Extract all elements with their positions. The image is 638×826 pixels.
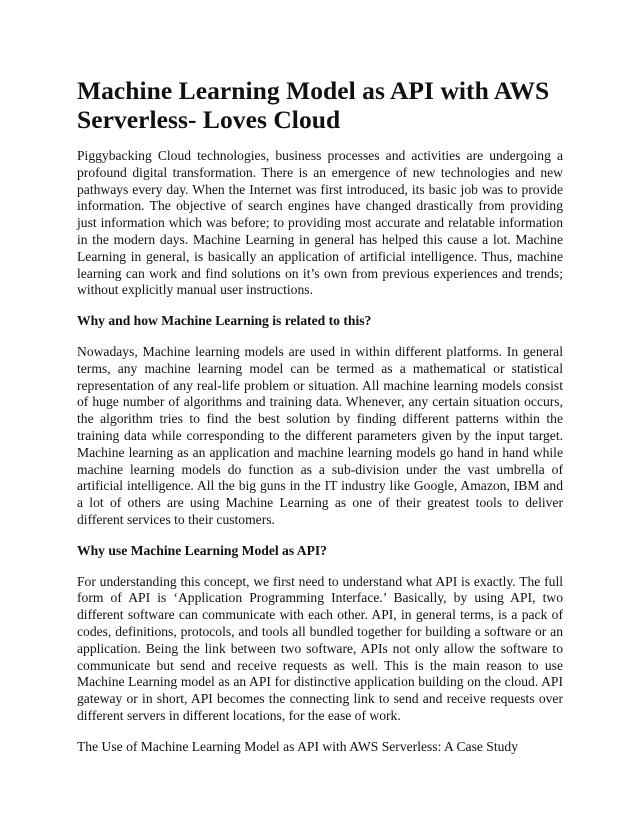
section-paragraph-ml-relation: Nowadays, Machine learning models are used in within different platforms. In general terms, any machine learning model can be termed as a mathematical or statistical representation of any real-life problem or situation. All machine learning models consist of huge number of algorithms and training data. Whenever, any certain situation occurs, the algorithm tries to find the best solution by finding different patterns within the training data while corresponding to the different parameters given by the input target. Machine learning as an application and machine learning models go hand in hand while machine learning models do function as a sub-division under the vast umbrella of artificial intelligence. All the big guns in the IT industry like Google, Amazon, IBM and a lot of others are using Machine Learning as one of their greatest tools to deliver different services to their customers. [77, 343, 563, 527]
closing-line: The Use of Machine Learning Model as API with AWS Serverless: A Case Study [77, 738, 519, 754]
section-heading-ml-relation: Why and how Machine Learning is related to this? [77, 313, 372, 329]
page-title: Machine Learning Model as API with AWS Serverless- Loves Cloud [77, 76, 550, 134]
document-page [77, 76, 563, 756]
section-heading-why-api: Why use Machine Learning Model as API? [77, 542, 327, 558]
intro-paragraph: Piggybacking Cloud technologies, business processes and activities are undergoing a profound digital transformation. There is an emergence of new technologies and new pathways every day. When the Internet was first introduced, its basic job was to provide information. The objective of search engines have changed drastically from providing just information which was before; to providing most accurate and relatable information in the modern days. Machine Learning in general has helped this cause a lot. Machine Learning in general, is basically an application of artificial intelligence. Thus, machine learning can work and find solutions on it’s own from previous experiences and trends; without explicitly manual user instructions. [77, 148, 563, 298]
section-paragraph-why-api: For understanding this concept, we first need to understand what API is exactly. The full form of API is ‘Application Programming Interface.’ Basically, by using API, two different software can communicate with each other. API, in general terms, is a pack of codes, definitions, protocols, and tools all bundled together for building a software or an application. Being the link between two software, APIs not only allow the software to communicate but send and receive requests as well. This is the main reason to use Machine Learning model as an API for distinctive application building on the cloud. API gateway or in short, API becomes the connecting link to send and receive requests over different servers in different locations, for the ease of work. [77, 573, 563, 723]
